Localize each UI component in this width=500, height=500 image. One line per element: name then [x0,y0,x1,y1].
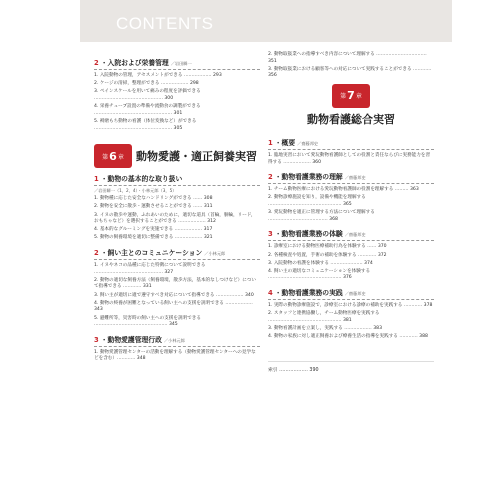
toc-entry[interactable]: 1. 診療室における動物医療補助行為を体験する …… 370 [268,244,387,250]
section-author: ／齋藤邦史 [297,140,319,146]
section-title: ・動物看護業務の実践 [274,289,343,298]
section-author: ／岩田瞬一（1，2，4）・小林元郎（3，5） [94,188,177,194]
toc-entry[interactable]: 1. 臨地実習において愛玩動物看護師としての役割と責任ならびに実務能力を習得する ……………… 360 [268,152,431,165]
toc-entry[interactable]: 1. 実際の動物診療施設で，診療室における診療の補助を実践する ………… 378 [268,303,433,309]
chapter-title: 動物看護総合実習 [307,112,395,126]
chapter-badge [332,84,370,108]
section-number: 3 [94,335,99,344]
toc-entry[interactable]: 3. 動物取扱業における顧客等への対応について実践することができる ………… 356 [268,66,432,79]
right-column [268,52,434,373]
chapter-number: 6 [109,149,117,163]
section-title: ・動物愛護管理行政 [100,335,162,344]
toc-entry[interactable]: 1. チーム動物医療における愛玩動物看護師の役割を理解する ……… 363 [268,187,419,193]
chapter-7-heading [268,84,434,127]
section-title: ・動物の基本的な取り扱い [100,175,183,184]
toc-entry[interactable]: 3. ペインスケールを用いて痛みの程度を評価できる ……………………………………… 300 [94,89,201,101]
toc-entry[interactable]: 1. 入院動物の管理，アセスメントができる ……………… 293 [94,73,222,78]
chapter-badge [94,144,132,168]
section-author: ／小林元郎 [163,337,185,343]
toc-entry[interactable]: 2. 動物の適切な飼養方法（飼養環境，散歩方法，基本的なしつけなど）について指導できる ………… 331 [94,277,256,290]
section-number: 2 [94,249,99,258]
toc-entry[interactable]: 2. スタッフと連携協働し，チーム動物医療を実践する ………………………………………… 381 [268,311,380,323]
section-heading [94,247,260,260]
section-title: ・飼い主とのコミュニケーション [100,249,203,258]
section-number: 1 [94,175,99,184]
section-number: 4 [268,289,273,298]
section-number: 2 [94,59,99,67]
section-author: ／齋藤邦史 [344,175,366,181]
toc-entry[interactable]: 1. 動物愛護管理センターの活動を理解する（動物愛護管理センターへの見学などを含む）………… 348 [94,349,256,362]
toc-entry[interactable]: 3. 動物看護計画を立案し，実践する ……………… 383 [268,326,383,332]
left-column [94,52,260,365]
section-author: ／齋藤邦史 [344,291,366,297]
toc-entry[interactable]: 2. 動物診療施設を知り，設備や機能を理解する ………………………………………… 365 [268,195,366,207]
section-title: ・動物看護業務の理解 [274,173,343,182]
toc-entry[interactable]: 2. 動物を安全に散歩・運動させることができる …… 311 [94,204,213,210]
chapter-stack [307,84,395,127]
contents-page [80,0,452,500]
chapter-suffix: 章 [355,93,362,101]
toc-entry[interactable]: 3. 愛玩動物を適正に管理する方法について理解する ………………………………… 368 [268,210,375,222]
section-heading [268,228,434,241]
section-number: 1 [268,138,273,147]
chapter-6-heading [94,144,260,168]
toc-entry[interactable]: 4. 飼い主の適切なコミュニケーションを体験する ………………………………………… 376 [268,268,371,281]
header-band [80,0,452,42]
chapter-suffix: 章 [117,153,124,161]
contents-title: CONTENTS [116,14,214,33]
toc-entry[interactable]: 4. 基本的なグルーミングを実施できる ……………… 317 [94,227,213,233]
toc-entry[interactable]: 2. 動物取扱業への指導すべき内容について理解する …………………………… 351 [268,52,427,64]
toc-entry[interactable]: 3. 入院動物の看護を体験する ………………… 374 [268,260,373,266]
section-heading [94,334,260,347]
section-heading [268,137,434,150]
toc-entry[interactable]: 1. イヌやネコの品種に応じた特徴について説明できる ……………………………………… 327 [94,263,206,275]
toc-entry[interactable]: 3. 飼い主が適切に適で遵守すべき対応について指導できる ……………… 340 [94,292,254,298]
chapter-title: 動物愛護・適正飼養実習 [136,150,257,164]
section-title: ・入院および栄養管理 [100,59,169,67]
section-heading [94,173,260,186]
toc-entry[interactable]: 4. 栄養チューブ設置の準備や流動食の調製ができる …………………………………………… 301 [94,104,201,116]
chapter-number: 7 [347,89,355,103]
section-title: ・動物看護業務の体験 [274,230,343,239]
toc-entry[interactable]: 5. 避難所等，災害時の飼い主への支援を説明できる ………………………………………… 345 [94,315,201,328]
index-entry[interactable]: 索引 ……………… 390 [268,361,434,373]
toc-entry[interactable]: 5. 褥瘡もち動物の看護（体位変換など）ができる …………………………………………… 305 [94,118,197,131]
section-title: ・概要 [274,138,296,147]
section-number: 2 [268,173,273,182]
chapter-prefix: 第 [340,93,347,101]
section-author: ／小林元郎 [204,251,226,257]
section-heading [268,287,434,300]
section-number: 3 [268,230,273,239]
section-heading [94,57,260,70]
toc-entry[interactable]: 1. 動物種に応じた安全なハンドリングができる …… 308 [94,196,213,202]
toc-entry[interactable]: 5. 動物の飼養環境を適切に整備できる ……………… 321 [94,235,213,241]
section-author: ／岩田瞬一 [170,61,192,66]
toc-entry[interactable]: 3. イヌの散歩や運動，ふれあいのために，適切な道具（首輪，胴輪，リード，おもちゃなど）を選択することができる ……………… 312 [94,212,256,225]
section-heading [268,171,434,184]
toc-entry[interactable]: 4. 動物の終養が困難となっている飼い主への支援を説明できる ……………… 343 [94,300,253,313]
section-author: ／齋藤邦史 [344,232,366,238]
toc-entry[interactable]: 4. 動物の家族に対し適正飼養および療養生活の指導を実践する ………… 388 [268,334,428,340]
toc-entry[interactable]: 2. 各種検査や処置，手術の補助を体験する ………… 372 [268,252,387,258]
chapter-prefix: 第 [102,153,109,161]
toc-entry[interactable]: 2. ケージの清掃，整理ができる ……………… 298 [94,81,199,87]
